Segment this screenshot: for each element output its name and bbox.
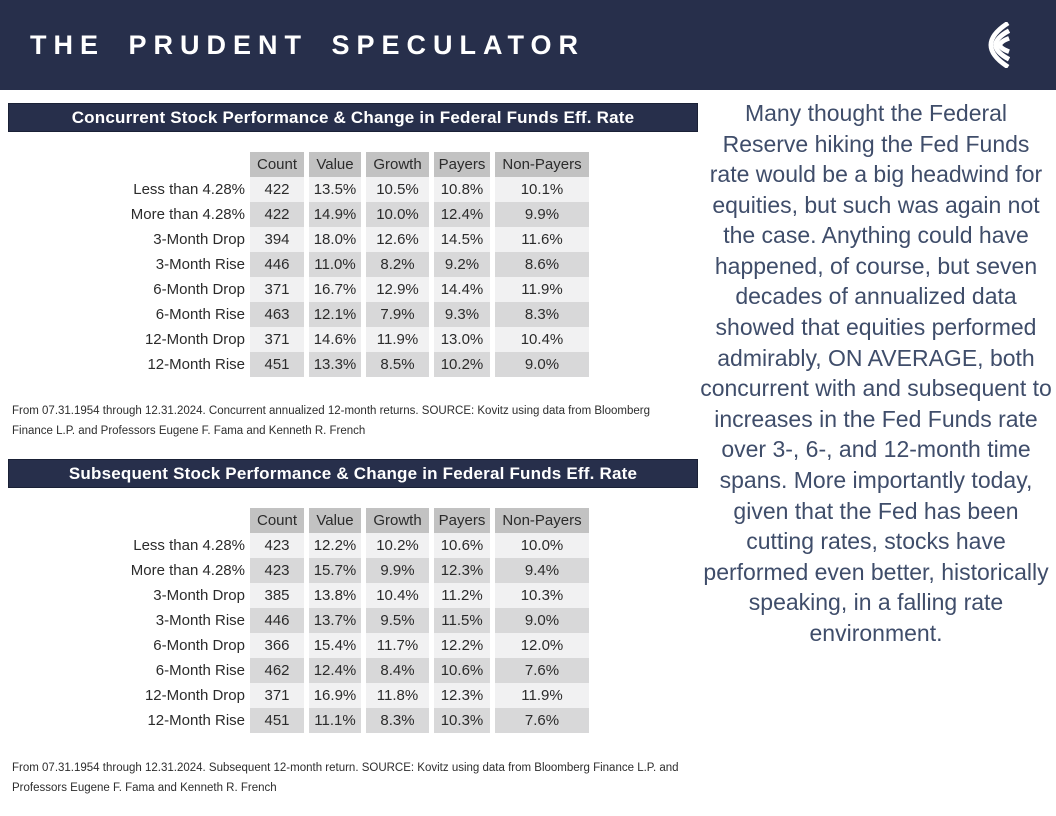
value-cell: 12.2% [434, 633, 490, 658]
value-cell: 9.2% [434, 252, 490, 277]
value-cell: 14.5% [434, 227, 490, 252]
tables-column [0, 103, 702, 799]
table-row [8, 327, 589, 352]
corner-cell [8, 508, 245, 533]
row-label: 3-Month Drop [153, 231, 245, 248]
column-header: Growth [366, 508, 429, 533]
value-cell: 14.6% [309, 327, 361, 352]
row-label: 6-Month Rise [155, 662, 245, 680]
row-label: 12-Month Drop [144, 331, 245, 348]
value-cell: 451 [250, 352, 304, 377]
subsequent-performance-table [3, 508, 594, 733]
value-cell: 7.6% [495, 708, 589, 733]
value-cell: 12.9% [366, 277, 429, 302]
column-header: Count [250, 508, 304, 533]
value-cell: 10.8% [434, 177, 490, 202]
value-cell: 10.1% [495, 177, 589, 202]
table-row [8, 633, 589, 658]
value-cell: 422 [250, 202, 304, 227]
row-label: 12-Month Drop [144, 687, 245, 705]
value-cell: 10.4% [366, 583, 429, 608]
value-cell: 8.3% [366, 708, 429, 733]
column-header-row [8, 152, 589, 177]
value-cell: 371 [250, 683, 304, 708]
value-cell: 451 [250, 708, 304, 733]
value-cell: 16.7% [309, 277, 361, 302]
value-cell: 10.3% [434, 708, 490, 733]
value-cell: 7.9% [366, 302, 429, 327]
table-row [8, 302, 589, 327]
row-label: 12-Month Rise [147, 712, 245, 730]
table-row [8, 708, 589, 733]
value-cell: 11.0% [309, 252, 361, 277]
value-cell: 10.3% [495, 583, 589, 608]
value-cell: 371 [250, 327, 304, 352]
table-row [8, 533, 589, 558]
value-cell: 10.4% [495, 327, 589, 352]
value-cell: 12.3% [434, 683, 490, 708]
value-cell: 16.9% [309, 683, 361, 708]
value-cell: 8.2% [366, 252, 429, 277]
table-1-title: Concurrent Stock Performance & Change in Federal Funds Eff. Rate [8, 103, 698, 132]
value-cell: 13.0% [434, 327, 490, 352]
row-label: 12-Month Rise [147, 356, 245, 373]
table-row [8, 177, 589, 202]
value-cell: 11.6% [495, 227, 589, 252]
table-row [8, 227, 589, 252]
value-cell: 10.2% [366, 533, 429, 558]
value-cell: 8.4% [366, 658, 429, 683]
value-cell: 11.9% [495, 683, 589, 708]
value-cell: 13.7% [309, 608, 361, 633]
row-label: Less than 4.28% [133, 181, 245, 198]
value-cell: 9.0% [495, 608, 589, 633]
value-cell: 11.9% [366, 327, 429, 352]
row-label: 3-Month Rise [155, 612, 245, 630]
value-cell: 14.9% [309, 202, 361, 227]
commentary-text: Many thought the Federal Reserve hiking the Fed Funds rate would be a big headwind for equities, but such was again not the case. Anything could have happened, of course, but seven decades of annualized data showed that equities performed admirably, ON AVERAGE, both concurrent with and subsequent to increases in the Fed Funds rate over 3-, 6-, and 12-month time spans. More importantly today, given that the Fed has been cutting rates, stocks have performed even better, historically speaking, in a falling rate environment. [700, 100, 1052, 646]
value-cell: 9.3% [434, 302, 490, 327]
value-cell: 12.2% [309, 533, 361, 558]
table-2-title: Subsequent Stock Performance & Change in Federal Funds Eff. Rate [8, 459, 698, 488]
page-title: THE PRUDENT SPECULATOR [30, 29, 586, 60]
value-cell: 10.6% [434, 658, 490, 683]
column-header: Non-Payers [495, 508, 589, 533]
column-header: Growth [366, 152, 429, 177]
value-cell: 11.9% [495, 277, 589, 302]
row-label: More than 4.28% [130, 206, 245, 223]
row-label: More than 4.28% [130, 562, 245, 580]
corner-cell [8, 152, 245, 177]
value-cell: 11.7% [366, 633, 429, 658]
value-cell: 394 [250, 227, 304, 252]
column-header: Payers [434, 152, 490, 177]
value-cell: 7.6% [495, 658, 589, 683]
table-row [8, 583, 589, 608]
value-cell: 423 [250, 558, 304, 583]
column-header: Non-Payers [495, 152, 589, 177]
value-cell: 463 [250, 302, 304, 327]
value-cell: 446 [250, 608, 304, 633]
row-label: 3-Month Drop [153, 587, 245, 605]
value-cell: 423 [250, 533, 304, 558]
value-cell: 371 [250, 277, 304, 302]
value-cell: 13.8% [309, 583, 361, 608]
table-row [8, 202, 589, 227]
value-cell: 10.5% [366, 177, 429, 202]
value-cell: 8.5% [366, 352, 429, 377]
value-cell: 385 [250, 583, 304, 608]
value-cell: 12.1% [309, 302, 361, 327]
masthead [0, 0, 1056, 90]
value-cell: 9.4% [495, 558, 589, 583]
column-header: Payers [434, 508, 490, 533]
column-header: Count [250, 152, 304, 177]
column-header-row [8, 508, 589, 533]
value-cell: 10.2% [434, 352, 490, 377]
column-header: Value [309, 152, 361, 177]
value-cell: 10.0% [366, 202, 429, 227]
value-cell: 13.5% [309, 177, 361, 202]
value-cell: 10.6% [434, 533, 490, 558]
value-cell: 11.5% [434, 608, 490, 633]
value-cell: 462 [250, 658, 304, 683]
value-cell: 9.5% [366, 608, 429, 633]
row-label: 6-Month Drop [153, 281, 245, 298]
table-row [8, 352, 589, 377]
value-cell: 12.6% [366, 227, 429, 252]
value-cell: 13.3% [309, 352, 361, 377]
column-header: Value [309, 508, 361, 533]
row-label: 6-Month Rise [155, 306, 245, 323]
value-cell: 14.4% [434, 277, 490, 302]
value-cell: 366 [250, 633, 304, 658]
value-cell: 12.4% [309, 658, 361, 683]
value-cell: 8.3% [495, 302, 589, 327]
value-cell: 9.9% [366, 558, 429, 583]
table-row [8, 252, 589, 277]
value-cell: 12.3% [434, 558, 490, 583]
row-label: Less than 4.28% [133, 537, 245, 555]
table-row [8, 277, 589, 302]
concurrent-performance-table [3, 152, 594, 377]
row-label: 3-Month Rise [155, 256, 245, 273]
table-2-footnote: From 07.31.1954 through 12.31.2024. Subsequent 12-month return. SOURCE: Kovitz using data from Bloomberg Finance L.P. and Professors Eugene F. Fama and Kenneth R. French [12, 762, 679, 795]
value-cell: 422 [250, 177, 304, 202]
value-cell: 8.6% [495, 252, 589, 277]
value-cell: 15.7% [309, 558, 361, 583]
value-cell: 9.0% [495, 352, 589, 377]
value-cell: 11.1% [309, 708, 361, 733]
value-cell: 10.0% [495, 533, 589, 558]
kovitz-k-logo-icon [968, 22, 1010, 68]
value-cell: 15.4% [309, 633, 361, 658]
value-cell: 12.0% [495, 633, 589, 658]
table-row [8, 658, 589, 683]
table-row [8, 558, 589, 583]
value-cell: 11.8% [366, 683, 429, 708]
value-cell: 9.9% [495, 202, 589, 227]
table-1-footnote: From 07.31.1954 through 12.31.2024. Concurrent annualized 12-month returns. SOURCE: Kovitz using data from Bloomberg Finance L.P. and Professors Eugene F. Fama and Kenneth R. French [12, 405, 650, 438]
value-cell: 446 [250, 252, 304, 277]
table-row [8, 683, 589, 708]
value-cell: 18.0% [309, 227, 361, 252]
value-cell: 11.2% [434, 583, 490, 608]
value-cell: 12.4% [434, 202, 490, 227]
table-row [8, 608, 589, 633]
row-label: 6-Month Drop [153, 637, 245, 655]
